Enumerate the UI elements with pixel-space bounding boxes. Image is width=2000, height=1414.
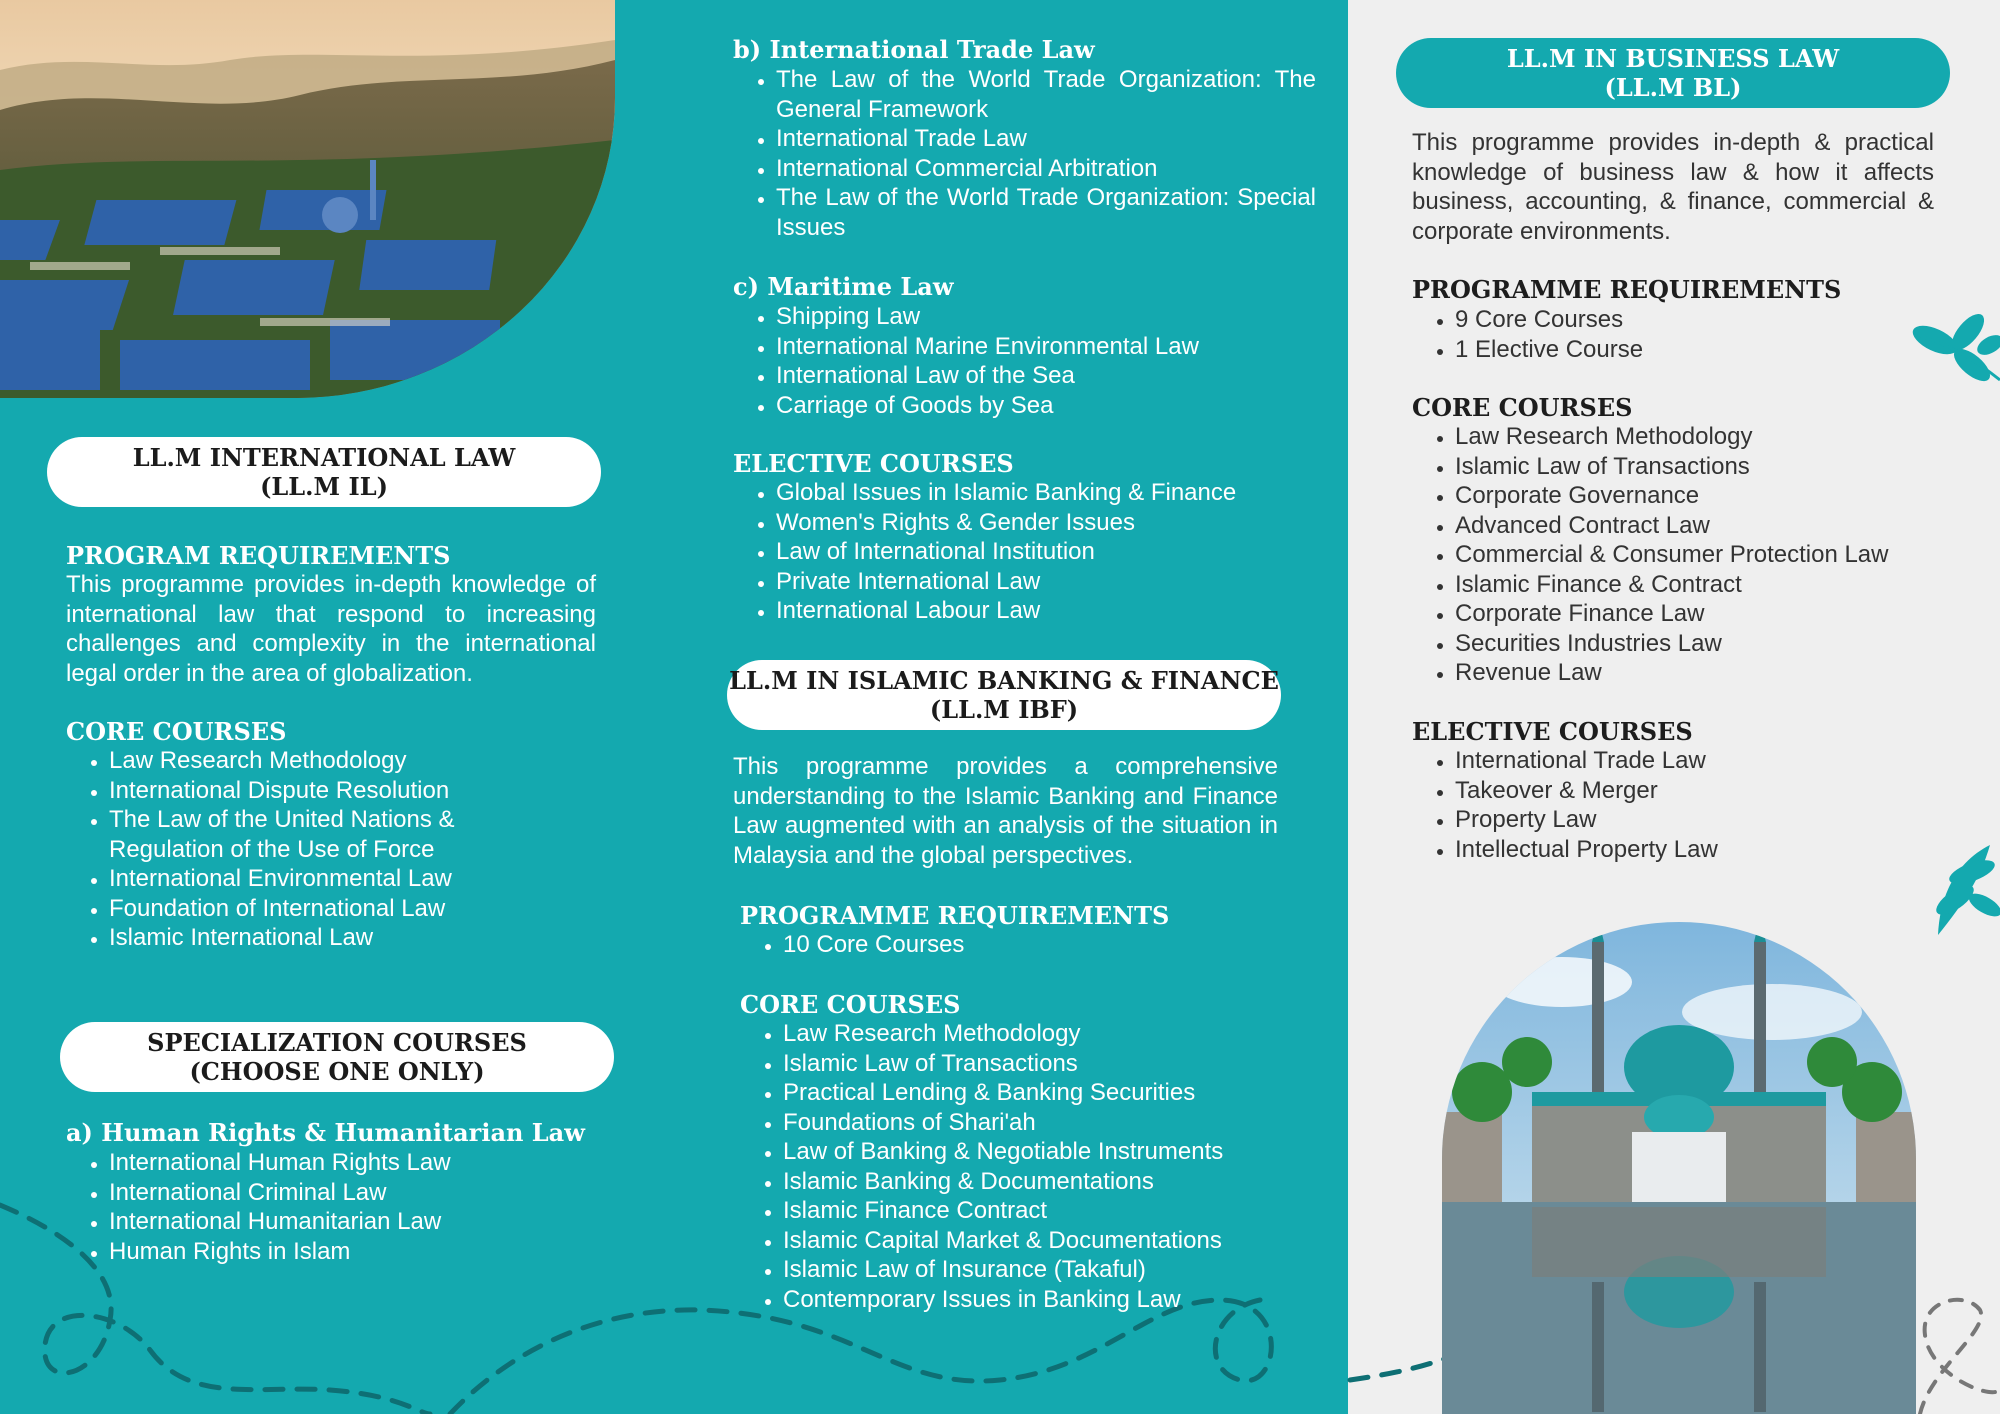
ibf-description: This programme provides a comprehensive understanding to the Islamic Banking and Finance Law augmented with an analysis of the situation in Malaysia and the global perspectives. — [733, 753, 1278, 869]
spec-a-list — [66, 1148, 629, 1266]
list-item: • International Humanitarian Law — [109, 1207, 629, 1237]
list-item: • Law Research Methodology — [1455, 422, 1985, 452]
list-item: • Foundations of Shari'ah — [783, 1108, 1323, 1138]
list-item: • Securities Industries Law — [1455, 629, 1985, 659]
specialization-title-line2: (CHOOSE ONE ONLY) — [189, 1057, 485, 1086]
list-item: • Takeover & Merger — [1455, 776, 1955, 806]
il-title-pill — [47, 437, 601, 507]
list-item: • Law of Banking & Negotiable Instruments — [783, 1137, 1323, 1167]
ibf-requirements-list — [740, 930, 1303, 960]
bl-elective-list — [1412, 746, 1955, 864]
list-item: • International Marine Environmental Law — [776, 332, 1316, 362]
specialization-title-pill — [60, 1022, 614, 1092]
list-item: • International Dispute Resolution — [109, 776, 629, 806]
list-item: • International Commercial Arbitration — [776, 154, 1316, 184]
bl-core-list — [1412, 422, 1985, 688]
list-item: • Law Research Methodology — [783, 1019, 1323, 1049]
list-item: • 9 Core Courses — [1455, 305, 1955, 335]
ibf-requirements-heading: PROGRAMME REQUIREMENTS — [740, 901, 1170, 930]
list-item: • Islamic Law of Insurance (Takaful) — [783, 1255, 1323, 1285]
list-item: • 10 Core Courses — [783, 930, 1303, 960]
list-item: • International Labour Law — [776, 596, 1316, 626]
il-program-description: This programme provides in-depth knowledge of international law that respond to increasing challenges and complexity in the international legal order in the area of globalization. — [66, 571, 596, 687]
il-core-heading: CORE COURSES — [66, 717, 287, 746]
elective-heading: ELECTIVE COURSES — [733, 449, 1014, 478]
spec-a-heading: a) Human Rights & Humanitarian Law — [66, 1118, 585, 1147]
ibf-title-pill — [727, 660, 1281, 730]
bl-title-line2: (LL.M BL) — [1604, 73, 1742, 102]
list-item: • Shipping Law — [776, 302, 1316, 332]
bl-description: This programme provides in-depth & practical knowledge of business law & how it affects business, accounting, & finance, commercial & corporate environments. — [1412, 129, 1934, 245]
list-item: • Islamic Capital Market & Documentations — [783, 1226, 1323, 1256]
il-title-line1: LL.M INTERNATIONAL LAW — [132, 443, 516, 472]
list-item: • Law of International Institution — [776, 537, 1316, 567]
list-item: • Revenue Law — [1455, 658, 1985, 688]
list-item: • Advanced Contract Law — [1455, 511, 1985, 541]
specialization-title-line1: SPECIALIZATION COURSES — [147, 1028, 527, 1057]
spec-c-list — [733, 302, 1316, 420]
bl-requirements-heading: PROGRAMME REQUIREMENTS — [1412, 275, 1842, 304]
list-item: • Human Rights in Islam — [109, 1237, 629, 1267]
bl-title-line1: LL.M IN BUSINESS LAW — [1506, 44, 1840, 73]
il-title-line2: (LL.M IL) — [260, 472, 388, 501]
list-item: • Corporate Governance — [1455, 481, 1985, 511]
list-item: • Foundation of International Law — [109, 894, 629, 924]
spec-c-heading: c) Maritime Law — [733, 272, 954, 301]
ibf-core-heading: CORE COURSES — [740, 990, 961, 1019]
list-item: • International Human Rights Law — [109, 1148, 629, 1178]
list-item: • Practical Lending & Banking Securities — [783, 1078, 1323, 1108]
mosque-photo — [1442, 922, 1916, 1414]
list-item: • The Law of the World Trade Organization: Special Issues — [776, 183, 1316, 242]
list-item: • The Law of the World Trade Organization: The General Framework — [776, 65, 1316, 124]
list-item: • Commercial & Consumer Protection Law — [1455, 540, 1985, 570]
ibf-title-line2: (LL.M IBF) — [929, 695, 1079, 724]
list-item: • 1 Elective Course — [1455, 335, 1955, 365]
ibf-core-list — [740, 1019, 1323, 1314]
list-item: • Law Research Methodology — [109, 746, 629, 776]
bl-elective-heading: ELECTIVE COURSES — [1412, 717, 1693, 746]
list-item: • International Trade Law — [1455, 746, 1955, 776]
list-item: • International Criminal Law — [109, 1178, 629, 1208]
list-item: • Intellectual Property Law — [1455, 835, 1955, 865]
il-core-list — [66, 746, 629, 953]
il-program-requirements-heading: PROGRAM REQUIREMENTS — [66, 541, 451, 570]
list-item: • Carriage of Goods by Sea — [776, 391, 1316, 421]
list-item: • Islamic Law of Transactions — [1455, 452, 1985, 482]
list-item: • Global Issues in Islamic Banking & Finance — [776, 478, 1316, 508]
list-item: • Corporate Finance Law — [1455, 599, 1985, 629]
elective-list — [733, 478, 1316, 626]
list-item: • Islamic Banking & Documentations — [783, 1167, 1323, 1197]
list-item: • International Law of the Sea — [776, 361, 1316, 391]
list-item: • Islamic Law of Transactions — [783, 1049, 1323, 1079]
bl-requirements-list — [1412, 305, 1955, 364]
list-item: • International Trade Law — [776, 124, 1316, 154]
bl-title-pill — [1396, 38, 1950, 108]
list-item: • Property Law — [1455, 805, 1955, 835]
bl-core-heading: CORE COURSES — [1412, 393, 1633, 422]
list-item: • Islamic International Law — [109, 923, 629, 953]
list-item: • Private International Law — [776, 567, 1316, 597]
list-item: • Islamic Finance & Contract — [1455, 570, 1985, 600]
list-item: • Women's Rights & Gender Issues — [776, 508, 1316, 538]
list-item: • International Environmental Law — [109, 864, 629, 894]
spec-b-list — [733, 65, 1316, 242]
list-item: • Islamic Finance Contract — [783, 1196, 1323, 1226]
spec-b-heading: b) International Trade Law — [733, 35, 1095, 64]
list-item: • Contemporary Issues in Banking Law — [783, 1285, 1323, 1315]
ibf-title-line1: LL.M IN ISLAMIC BANKING & FINANCE — [729, 666, 1279, 695]
list-item: • The Law of the United Nations & Regulation of the Use of Force — [109, 805, 489, 864]
